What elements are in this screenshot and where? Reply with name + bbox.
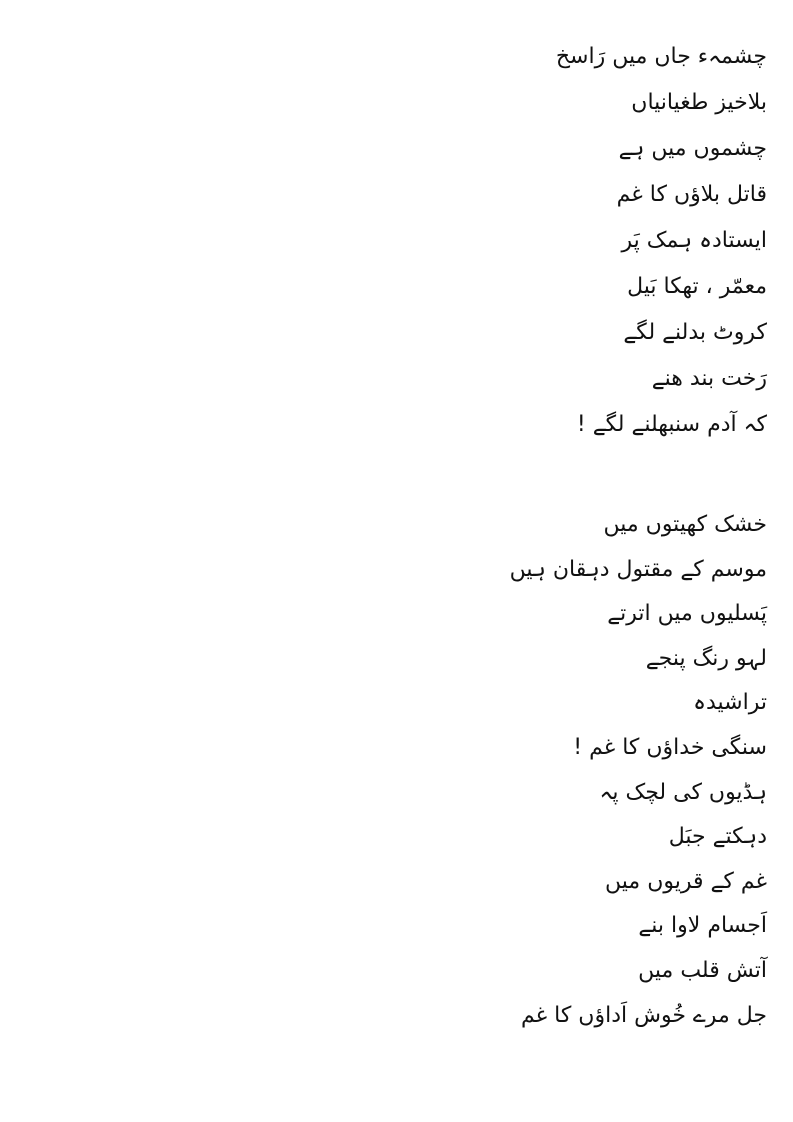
poem-line: لہو رنگ پنجے <box>645 645 767 671</box>
poem-line: آتش قلب میں <box>638 957 767 983</box>
poem-line: کروٹ بدلنے لگے <box>623 320 767 345</box>
poem-line: بلاخیز طغیانیاں <box>631 90 767 115</box>
poem-line: معمّر ، تھکا بَیل <box>627 274 767 299</box>
poem-line: موسم کے مقتول دہقان ہیں <box>509 556 767 582</box>
poem-line: رَخت بند ھنے <box>651 366 767 391</box>
poem-line: ہڈیوں کی لچک پہ <box>599 779 767 805</box>
poem-line: پَسلیوں میں اترتے <box>607 601 767 627</box>
poem-line: ایستادہ ہمک پَر <box>621 228 767 253</box>
poem-line: چشمہء جاں میں رَاسخ <box>555 44 767 69</box>
poem-line: تراشیدہ <box>693 690 767 716</box>
poem-line: خشک کھیتوں میں <box>603 512 767 537</box>
poem-line: غم کے قریوں میں <box>605 868 767 894</box>
poem-line: جل مرے خُوش اَداؤں کا غم <box>521 1002 767 1028</box>
poem-line: قاتل بلاؤں کا غم <box>616 182 767 207</box>
poem-line: سنگی خداؤں کا غم ! <box>573 734 767 760</box>
poem-line: چشموں میں ہے <box>618 136 767 161</box>
poem-stanza-1 <box>247 34 767 448</box>
poem-line: دہکتے جبَل <box>668 824 767 850</box>
poem-line: اَجسام لاوا بنے <box>638 913 767 939</box>
poem-stanza-2 <box>247 503 767 1038</box>
poem-line: کہ آدم سنبھلنے لگے ! <box>576 412 767 437</box>
